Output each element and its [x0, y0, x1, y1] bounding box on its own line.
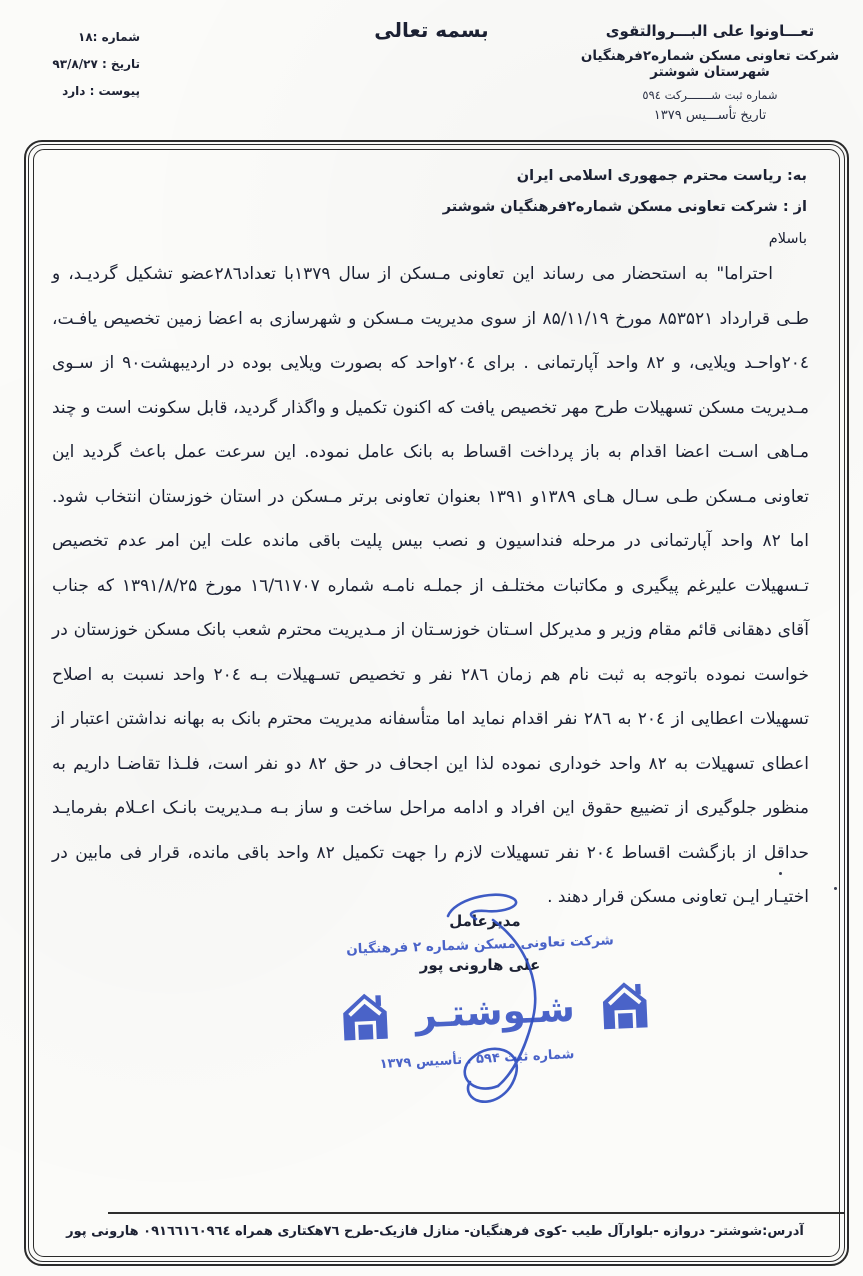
- org-slogan: تعـــاونوا علی البـــروالتقوی: [605, 22, 815, 40]
- stray-ink-dot: [834, 887, 837, 890]
- stamp-company-line: شرکت تعاونی مسکن شماره ۲ فرهنگیان: [345, 932, 615, 958]
- footer-divider: [108, 1212, 844, 1214]
- letter-number: شماره :۱۸: [78, 30, 140, 44]
- letter-attachment: پیوست : دارد: [62, 84, 140, 98]
- letter-body-paragraph: احتراما" به استحضار می رساند این تعاونی مـسکن از سال ۱۳۷۹با تعداد۲۸٦عضو تشکیل گردیـد، و طـی قرارداد ۸۵۳۵۲۱ مورخ ۸۵/۱۱/۱۹ از سوی مدیریت مـسکن و شهرسازی به اعضا زمین تخصیص یافـت، ۲۰٤واحـد ویلایی، و ۸۲ واحد آپارتمانی . برای ۲۰٤واحد که بصورت ویلایی بوده در اردیبهشت۹۰ از سـوی مـدیریت مسکن تسهیلات طرح مهر تخصیص یافت که اکنون تکمیل و واگذار گردید، قابل سکونت است و چند مـاهی اسـت اعضا اقدام به باز پرداخت اقساط به بانک عامل نموده. این سرعت عمل باعث گردید این تعاونی مـسکن طـی سـال هـای ۱۳۸۹و ۱۳۹۱ بعنوان تعاونی برتر مـسکن در استان خوزستان انتخاب شود. اما ۸۲ واحد آپارتمانی در مرحله فنداسیون و نصب بیس پلیت باقی مانده علت این امر عدم تخصیص تـسهیلات علیرغم پیگیری و مکاتبات مختلـف از جملـه نامـه شماره ۱٦/٦۱۷۰۷ مورخ ۱۳۹۱/۸/۲۵ که جناب آقای دهقانی قائم مقام وزیر و مدیرکل اسـتان خوزسـتان از مـدیریت محترم شعب بانک مسکن خوزستان در خواست نموده باتوجه به ثبت نام هم زمان ۲۸٦ نفر و تخصیص تسـهیلات بـه ۲۰٤ واحد نسبت به اصلاح تسهیلات اعطایی از ۲۰٤ به ۲۸٦ نفر اقدام نماید اما متأسفانه مدیریت محترم بانک به بهانه نداشتن اعتبار از اعطای تسهیلات به ۸۲ واحد خوداری نموده لذا این اجحاف در حق ۸۲ دو نفر است، فلـذا تقاضـا داریم به منظور جلوگیری از تضییع حقوق این افراد و ادامه مراحل ساخت و ساز بـه مـدیریت بانـک اعـلام بفرمایـد حداقل از بازگشت اقساط ۲۰٤ نفر تسهیلات لازم را جهت تکمیل ۸۲ واحد باقی مانده، قرار فی مابین در اختیـار ایـن تعاونی مسکن قرار دهند .: [52, 264, 809, 907]
- house-icon: [595, 975, 655, 1035]
- stamp-registration-line: شماره ثبت ۵۹۴ ، تأسیس ۱۳۷۹: [379, 1046, 575, 1073]
- letter-salutation: باسلام: [768, 231, 807, 247]
- signer-name: علی هارونی پور: [419, 956, 541, 974]
- letter-from-line: از : شرکت تعاونی مسکن شماره۲فرهنگیان شوشتر: [442, 199, 807, 215]
- org-company-name: شرکت تعاونی مسکن شماره۲فرهنگیان شهرستان شوشتر: [580, 48, 840, 80]
- signer-title: مدیرعامل: [449, 912, 521, 930]
- letter-date: تاریخ : ۹۳/۸/۲۷: [52, 57, 140, 71]
- handwritten-signature: [396, 888, 592, 1108]
- stamp-city-name: شـوشتـر: [414, 986, 576, 1036]
- stray-ink-dot: [779, 872, 782, 875]
- besmeleh-heading: بسمه تعالی: [374, 18, 489, 42]
- org-established-date: تاریخ تأســـیس ۱۳۷۹: [653, 108, 767, 123]
- letter-to-line: به: ریاست محترم جمهوری اسلامی ایران: [516, 168, 807, 184]
- org-registration-number: شماره ثبت شـــــــرکت ٥٩٤: [642, 88, 778, 102]
- letter-meta-block: [14, 24, 140, 105]
- letterhead-org-block: [565, 22, 855, 123]
- footer-address: آدرس:شوشتر- دروازه -بلوارآل طیب -کوی فرهنگیان- منازل فازیک-طرح ۷٦هکتاری همراه ۰۹۱٦٦۱٦۰۹٦٤ هارونی پور: [66, 1224, 804, 1239]
- house-icon: [335, 986, 395, 1046]
